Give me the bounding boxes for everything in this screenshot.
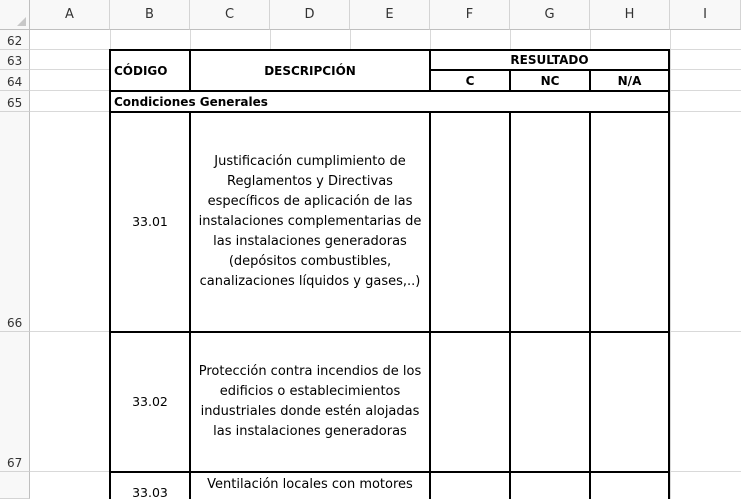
result-c-cell[interactable] <box>431 333 509 471</box>
column-header-f[interactable]: F <box>430 0 510 30</box>
column-header-h[interactable]: H <box>590 0 670 30</box>
header-codigo[interactable]: CÓDIGO <box>114 63 168 78</box>
column-header-c[interactable]: C <box>190 0 270 30</box>
row-header-68[interactable] <box>0 472 30 499</box>
column-header-e[interactable]: E <box>350 0 430 30</box>
row-header-64[interactable]: 64 <box>0 70 30 91</box>
row-header-62[interactable]: 62 <box>0 30 30 50</box>
result-nc-cell[interactable] <box>511 113 589 331</box>
result-c-cell[interactable] <box>431 113 509 331</box>
column-header-i[interactable]: I <box>670 0 741 30</box>
result-na-cell[interactable] <box>591 113 668 331</box>
section-condiciones-generales[interactable]: Condiciones Generales <box>114 94 268 109</box>
header-c[interactable]: C <box>465 73 475 88</box>
select-all-corner[interactable] <box>0 0 30 30</box>
result-nc-cell[interactable] <box>511 333 589 471</box>
row-header-67[interactable]: 67 <box>0 332 30 472</box>
table-border-right <box>668 49 670 499</box>
result-na-cell[interactable] <box>591 333 668 471</box>
item-code[interactable]: 33.01 <box>132 214 168 229</box>
row-header-66[interactable]: 66 <box>0 112 30 332</box>
row-header-63[interactable]: 63 <box>0 50 30 70</box>
column-header-a[interactable]: A <box>30 0 110 30</box>
column-header-b[interactable]: B <box>110 0 190 30</box>
table-border <box>109 471 670 473</box>
gridline <box>670 30 671 499</box>
row-header-65[interactable]: 65 <box>0 91 30 112</box>
column-header-d[interactable]: D <box>270 0 350 30</box>
header-resultado[interactable]: RESULTADO <box>510 53 589 67</box>
column-header-g[interactable]: G <box>510 0 590 30</box>
header-na[interactable]: N/A <box>617 73 642 88</box>
item-code[interactable]: 33.02 <box>132 394 168 409</box>
item-code[interactable]: 33.03 <box>132 485 168 500</box>
header-nc[interactable]: NC <box>540 73 560 88</box>
item-description[interactable]: Protección contra incendios de los edificios o establecimientos industriales donde estén alojadas las instalaciones generadoras <box>198 364 422 439</box>
header-descripcion[interactable]: DESCRIPCIÓN <box>264 63 356 78</box>
item-description[interactable]: Ventilación locales con motores <box>207 477 413 492</box>
item-description[interactable]: Justificación cumplimiento de Reglamentos y Directivas específicos de aplicación de las instalaciones complementarias de las instalaciones generadoras (depósitos combustibles, canalizaciones líquidos y gases,..) <box>198 154 422 289</box>
